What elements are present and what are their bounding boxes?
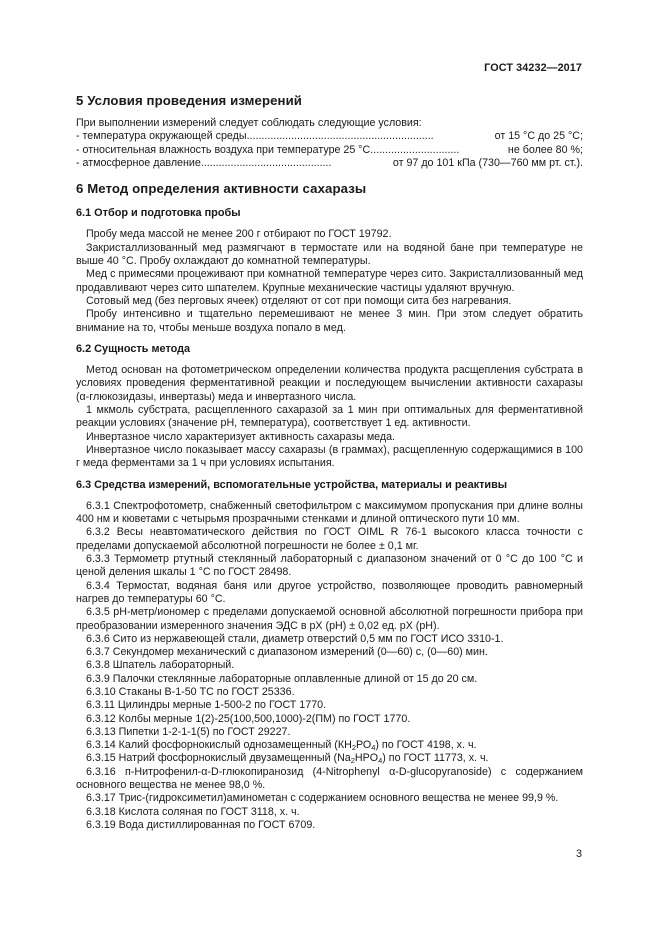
section-5-intro: При выполнении измерений следует соблюдать следующие условия:	[76, 117, 422, 129]
list-item: 6.3.8 Шпатель лабораторный.	[86, 659, 235, 672]
paragraph: Инвертазное число характеризует активность сахаразы меда.	[86, 430, 396, 443]
list-item: 6.3.12 Колбы мерные 1(2)-25(100,500,1000)-2(ПМ) по ГОСТ 1770.	[86, 712, 411, 725]
standard-designation: ГОСТ 34232—2017	[484, 62, 582, 74]
list-item-sodium-phosphate: 6.3.15 Натрий фосфорнокислый двузамещенный $(Na_2HPO_4)$ по ГОСТ 11773, х. ч.	[86, 752, 489, 766]
section-5-title: 5 Условия проведения измерений	[76, 93, 303, 108]
paragraph: 1 мкмоль субстрата, расщепленного сахаразой за 1 мин при оптимальных для ферментативной реакции условиях (значение рН, температура), соответствует 1 ед. активности.	[76, 404, 583, 430]
page-content	[76, 93, 583, 832]
paragraph: Пробу меда массой не менее 200 г отбирают по ГОСТ 19792.	[86, 228, 392, 241]
list-item: 6.3.4 Термостат, водяная баня или другое устройство, позволяющее проводить равномерный нагрев до температуры 60 °С.	[76, 579, 583, 605]
section-6-title: 6 Метод определения активности сахаразы	[76, 181, 367, 197]
list-item: 6.3.1 Спектрофотометр, снабженный светофильтром с максимумом пропускания при длине волны 400 нм и кюветами с четырьмя прозрачными стенками и длиной оптического пути 10 мм.	[76, 499, 583, 526]
paragraph: Закристаллизованный мед размягчают в термостате или на водяной бане при температуре не выше 40 °С. Пробу охлаждают до комнатной температуры.	[76, 241, 583, 268]
list-item: 6.3.3 Термометр ртутный стеклянный лабораторный с диапазоном значений от 0 °С до 100 °С и ценой деления шкалы 1 °С по ГОСТ 28498.	[76, 553, 583, 579]
page-number: 3	[575, 848, 582, 860]
condition-temperature: - температура окружающей среды ............................................................... от 15 °С до 25 °С;	[76, 130, 583, 143]
list-item: 6.3.6 Сито из нержавеющей стали, диаметр отверстий 0,5 мм по ГОСТ ИСО 3310-1.	[86, 632, 504, 645]
subsection-6-1-title: 6.1 Отбор и подготовка пробы	[76, 207, 241, 220]
list-item-potassium-phosphate: 6.3.14 Калий фосфорнокислый однозамещенный $(КН_2РО_4)$ по ГОСТ 4198, х. ч.	[86, 739, 477, 753]
paragraph: Мед с примесями процеживают при комнатной температуре через сито. Закристаллизованный мед продавливают через сито шпателем. Крупные механические частицы удаляют вручную.	[76, 268, 583, 294]
list-item: 6.3.10 Стаканы В-1-50 ТС по ГОСТ 25336.	[86, 685, 295, 698]
list-item: 6.3.5 рН-метр/иономер с пределами допускаемой основной абсолютной погрешности прибора при преобразовании измеренного значения ЭДС в рХ (рН) ± 0,02 ед. рХ (рН).	[76, 606, 583, 632]
paragraph: Сотовый мед (без перговых ячеек) отделяют от сот при помощи сита без нагревания.	[86, 294, 512, 307]
list-item: 6.3.13 Пипетки 1-2-1-1(5) по ГОСТ 29227.	[86, 725, 291, 738]
condition-humidity: - относительная влажность воздуха при температуре 25 °С .............................. не более 80 %;	[76, 143, 583, 156]
list-item: 6.3.19 Вода дистиллированная по ГОСТ 6709.	[86, 818, 316, 831]
paragraph: Инвертазное число показывает массу сахаразы (в граммах), расщепленную содержащимися в 100 г меда ферментами за 1 ч при условиях испытания.	[76, 443, 583, 470]
list-item: 6.3.2 Весы неавтоматического действия по ГОСТ OIML R 76-1 высокого класса точности с пределами допускаемой абсолютной погрешности не более ± 0,1 мг.	[76, 526, 583, 552]
paragraph: Метод основан на фотометрическом определении количества продукта расщепления субстрата в условиях проведения ферментативной реакции и последующем вычислении активности сахаразы (α-глюкозидазы, инвертазы) меда и инвертазного числа.	[76, 364, 583, 403]
subsection-6-3-title: 6.3 Средства измерений, вспомогательные устройства, материалы и реактивы	[76, 478, 508, 491]
list-item: 6.3.11 Цилиндры мерные 1-500-2 по ГОСТ 1770.	[86, 699, 327, 712]
list-item: 6.3.9 Палочки стеклянные лабораторные оплавленные длиной от 15 до 20 см.	[86, 672, 478, 685]
list-item: 6.3.17 Трис-(гидроксиметил)аминометан с содержанием основного вещества не менее 99,9 %.	[86, 792, 559, 805]
list-item: 6.3.7 Секундомер механический с диапазоном измерений (0—60) с, (0—60) мин.	[86, 646, 488, 659]
list-item: 6.3.16 п-Нитрофенил-α-D-глюкопиранозид (4-Nitrophenyl α-D-glucopyranoside) с содержанием основного вещества не менее 98,0 %.	[76, 765, 583, 792]
condition-pressure: - атмосферное давление ............................................ от 97 до 101 кПа (730—760 мм рт. ст.).	[76, 156, 583, 169]
paragraph: Пробу интенсивно и тщательно перемешивают не менее 3 мин. При этом следует обратить внимание на то, чтобы меньше воздуха попало в мед.	[76, 308, 583, 334]
list-item: 6.3.18 Кислота соляная по ГОСТ 3118, х. ч.	[86, 805, 300, 818]
subsection-6-2-title: 6.2 Сущность метода	[76, 342, 191, 355]
